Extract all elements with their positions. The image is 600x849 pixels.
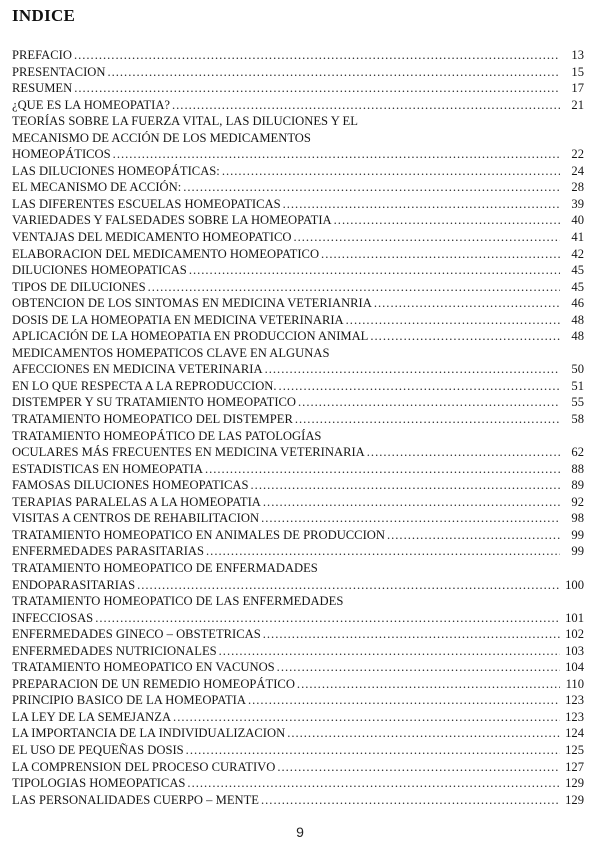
toc-entry-title: TRATAMIENTO HOMEOPATICO DEL DISTEMPER <box>12 412 293 427</box>
dot-leader <box>187 775 560 792</box>
dot-leader <box>298 394 560 411</box>
toc-entry-page-number: 45 <box>571 279 584 294</box>
toc-entry-last-line <box>12 80 584 97</box>
toc-entry <box>12 543 584 560</box>
dot-leader <box>137 577 560 594</box>
toc-entry-page-number: 42 <box>571 246 584 261</box>
toc-entry-page-number: 48 <box>571 329 584 344</box>
toc-entry-last-line <box>12 610 584 627</box>
toc-entry <box>12 527 584 544</box>
toc-entry-page-number: 99 <box>571 527 584 542</box>
toc-entry-last-line <box>12 577 584 594</box>
toc-entry-page-number: 125 <box>565 742 584 757</box>
toc-entry-page-number: 62 <box>571 445 584 460</box>
toc-entry-page-number: 124 <box>565 726 584 741</box>
toc-entry-page-number: 21 <box>571 97 584 112</box>
toc-entry-last-line <box>12 328 584 345</box>
toc-entry-last-line <box>12 759 584 776</box>
dot-leader <box>206 543 560 560</box>
toc-entry-last-line <box>12 494 584 511</box>
dot-leader <box>219 643 560 660</box>
toc-entry-page-number: 89 <box>571 478 584 493</box>
dot-leader <box>346 312 560 329</box>
toc-entry <box>12 179 584 196</box>
dot-leader <box>173 709 560 726</box>
toc-entry <box>12 262 584 279</box>
dot-leader <box>248 692 560 709</box>
toc-entry-last-line <box>12 643 584 660</box>
dot-leader <box>374 295 560 312</box>
toc-entry <box>12 477 584 494</box>
dot-leader <box>295 411 560 428</box>
toc-entry-last-line <box>12 179 584 196</box>
toc-entry <box>12 461 584 478</box>
toc-entry-page-number: 129 <box>565 792 584 807</box>
toc-entry-title: TRATAMIENTO HOMEOPATICO EN VACUNOS <box>12 660 275 675</box>
toc-entry-last-line <box>12 361 584 378</box>
dot-leader <box>287 725 560 742</box>
toc-entry-title: DISTEMPER Y SU TRATAMIENTO HOMEOPATICO <box>12 395 297 410</box>
toc-entry-title: VARIEDADES Y FALSEDADES SOBRE LA HOMEOPATIA <box>12 213 332 228</box>
dot-leader <box>277 759 560 776</box>
toc-entry-title: OBTENCION DE LOS SINTOMAS EN MEDICINA VETERIANRIA <box>12 296 372 311</box>
toc-entry-last-line <box>12 659 584 676</box>
toc-entry-last-line <box>12 279 584 296</box>
toc-entry-title-line: TEORÍAS SOBRE LA FUERZA VITAL, LAS DILUCIONES Y EL <box>12 114 358 129</box>
dot-leader <box>334 212 560 229</box>
toc-entry-page-number: 28 <box>571 180 584 195</box>
dot-leader <box>205 461 560 478</box>
toc-entry <box>12 279 584 296</box>
toc-entry-page-number: 22 <box>571 147 584 162</box>
toc-entry <box>12 229 584 246</box>
toc-entry <box>12 80 584 97</box>
toc-entry-title: EL MECANISMO DE ACCIÓN: <box>12 180 182 195</box>
dot-leader <box>387 527 560 544</box>
dot-leader <box>183 179 560 196</box>
toc-entry-title: PRESENTACION <box>12 64 106 79</box>
toc-entry-page-number: 39 <box>571 196 584 211</box>
toc-entry-title: PREFACIO <box>12 48 72 62</box>
toc-entry-title: FAMOSAS DILUCIONES HOMEOPATICAS <box>12 478 249 493</box>
toc-entry <box>12 378 584 395</box>
dot-leader <box>293 229 560 246</box>
toc-entry-last-line <box>12 212 584 229</box>
toc-entry-title: APLICACIÓN DE LA HOMEOPATIA EN PRODUCCION ANIMAL <box>12 329 369 344</box>
toc-entry-last-line <box>12 477 584 494</box>
toc-entry-title: TRATAMIENTO HOMEOPATICO EN ANIMALES DE PRODUCCION <box>12 527 385 542</box>
toc-entry-title-line: TRATAMIENTO HOMEOPATICO DE LAS ENFERMEDADES <box>12 594 344 609</box>
toc-entry-title: ¿QUE ES LA HOMEOPATIA? <box>12 97 170 112</box>
dot-leader <box>189 262 560 279</box>
toc-entry-title: TERAPIAS PARALELAS A LA HOMEOPATIA <box>12 494 261 509</box>
toc-entry <box>12 792 584 809</box>
toc-entry-page-number: 123 <box>565 709 584 724</box>
toc-entry-title: EN LO QUE RESPECTA A LA REPRODUCCION. <box>12 378 277 393</box>
toc-entry-title: PRINCIPIO BASICO DE LA HOMEOPATIA <box>12 693 246 708</box>
toc-entry-title: DOSIS DE LA HOMEOPATIA EN MEDICINA VETERINARIA <box>12 312 344 327</box>
dot-leader <box>263 494 560 511</box>
toc-entry-page-number: 99 <box>571 544 584 559</box>
toc-entry-last-line <box>12 527 584 544</box>
toc-entry-last-line <box>12 47 584 64</box>
toc-entry-last-line <box>12 742 584 759</box>
toc-entry <box>12 97 584 114</box>
toc-entry-last-line <box>12 196 584 213</box>
toc-entry-page-number: 102 <box>565 627 584 642</box>
toc-entry <box>12 709 584 726</box>
dot-leader <box>172 97 560 114</box>
toc-entry-last-line <box>12 246 584 263</box>
toc-entry-title: LAS DIFERENTES ESCUELAS HOMEOPATICAS <box>12 196 281 211</box>
toc-entry-title: LAS PERSONALIDADES CUERPO – MENTE <box>12 792 259 807</box>
toc-entry-last-line <box>12 676 584 693</box>
toc-entry-page-number: 129 <box>565 776 584 791</box>
toc-entry-page-number: 110 <box>565 676 584 691</box>
toc-entry <box>12 312 584 329</box>
toc-entry-last-line <box>12 461 584 478</box>
toc-entry-last-line <box>12 64 584 81</box>
toc-entry-title: RESUMEN <box>12 81 73 96</box>
dot-leader <box>297 676 560 693</box>
toc-entry-title: EL USO DE PEQUEÑAS DOSIS <box>12 742 184 757</box>
dot-leader <box>113 146 560 163</box>
page-number: 9 <box>296 824 304 840</box>
dot-leader <box>367 444 560 461</box>
toc-entry-last-line <box>12 626 584 643</box>
toc-entry <box>12 394 584 411</box>
dot-leader <box>261 510 560 527</box>
toc-entry-title: HOMEOPÁTICOS <box>12 147 111 162</box>
toc-entry-page-number: 17 <box>571 81 584 96</box>
toc-entry-page-number: 50 <box>571 362 584 377</box>
toc-entry-last-line <box>12 146 584 163</box>
dot-leader <box>279 378 560 395</box>
toc-entry <box>12 246 584 263</box>
toc-entry-last-line <box>12 378 584 395</box>
toc-entry-title: ENFERMEDADES GINECO – OBSTETRICAS <box>12 627 261 642</box>
toc-entry-page-number: 104 <box>565 660 584 675</box>
toc-entry-title: INFECCIOSAS <box>12 610 94 625</box>
toc-entry-title: LA LEY DE LA SEMEJANZA <box>12 709 172 724</box>
toc-entry <box>12 626 584 643</box>
toc-entry-title: LAS DILUCIONES HOMEOPÁTICAS: <box>12 163 220 178</box>
dot-leader <box>261 792 560 809</box>
toc-entry <box>12 759 584 776</box>
toc-entry-last-line <box>12 229 584 246</box>
dot-leader <box>107 64 560 81</box>
toc-entry <box>12 676 584 693</box>
toc-entry <box>12 345 584 378</box>
index-heading: INDICE <box>12 6 76 25</box>
toc-entry <box>12 328 584 345</box>
toc-entry-page-number: 51 <box>571 378 584 393</box>
table-of-contents <box>12 47 584 808</box>
toc-entry-title: ESTADISTICAS EN HOMEOPATIA <box>12 461 203 476</box>
toc-entry-last-line <box>12 262 584 279</box>
toc-entry <box>12 643 584 660</box>
dot-leader <box>222 163 560 180</box>
toc-entry-page-number: 101 <box>565 610 584 625</box>
toc-entry <box>12 163 584 180</box>
toc-entry-last-line <box>12 97 584 114</box>
toc-entry-page-number: 98 <box>571 511 584 526</box>
toc-entry-title-line: MECANISMO DE ACCIÓN DE LOS MEDICAMENTOS <box>12 130 311 145</box>
toc-entry <box>12 560 584 593</box>
dot-leader <box>186 742 560 759</box>
toc-entry-page-number: 88 <box>571 461 584 476</box>
toc-entry-page-number: 41 <box>571 230 584 245</box>
toc-entry-page-number: 55 <box>571 395 584 410</box>
dot-leader <box>265 361 560 378</box>
toc-entry <box>12 47 584 64</box>
toc-entry-last-line <box>12 295 584 312</box>
toc-entry-title: LA IMPORTANCIA DE LA INDIVIDUALIZACION <box>12 726 286 741</box>
toc-entry <box>12 725 584 742</box>
toc-entry-page-number: 15 <box>571 64 584 79</box>
toc-entry <box>12 212 584 229</box>
toc-entry-page-number: 24 <box>571 163 584 178</box>
dot-leader <box>74 80 560 97</box>
toc-entry-page-number: 40 <box>571 213 584 228</box>
dot-leader <box>263 626 560 643</box>
toc-entry-title: VISITAS A CENTROS DE REHABILITACION <box>12 511 260 526</box>
toc-entry-title-line: TRATAMIENTO HOMEOPÁTICO DE LAS PATOLOGÍAS <box>12 428 322 443</box>
toc-entry-last-line <box>12 792 584 809</box>
toc-entry-title-line: MEDICAMENTOS HOMEPATICOS CLAVE EN ALGUNAS <box>12 345 330 360</box>
toc-entry-title: PREPARACION DE UN REMEDIO HOMEOPÁTICO <box>12 676 295 691</box>
dot-leader <box>95 610 560 627</box>
toc-entry-page-number: 58 <box>571 412 584 427</box>
toc-entry-last-line <box>12 692 584 709</box>
toc-entry-page-number: 127 <box>565 759 584 774</box>
toc-entry-last-line <box>12 394 584 411</box>
toc-entry <box>12 494 584 511</box>
toc-entry-title: ENFERMEDADES PARASITARIAS <box>12 544 205 559</box>
toc-entry-title: LA COMPRENSION DEL PROCESO CURATIVO <box>12 759 276 774</box>
toc-entry-title: AFECCIONES EN MEDICINA VETERINARIA <box>12 362 263 377</box>
toc-entry-page-number: 103 <box>565 643 584 658</box>
toc-entry <box>12 692 584 709</box>
toc-entry <box>12 113 584 163</box>
dot-leader <box>148 279 560 296</box>
toc-entry-page-number: 45 <box>571 263 584 278</box>
toc-entry-title: TIPOLOGIAS HOMEOPATICAS <box>12 776 186 791</box>
toc-entry <box>12 196 584 213</box>
dot-leader <box>283 196 560 213</box>
toc-entry <box>12 742 584 759</box>
dot-leader <box>321 246 560 263</box>
toc-entry <box>12 659 584 676</box>
toc-entry-title-line: TRATAMIENTO HOMEOPATICO DE ENFERMADADES <box>12 560 318 575</box>
toc-entry-page-number: 92 <box>571 494 584 509</box>
toc-entry <box>12 428 584 461</box>
toc-entry <box>12 64 584 81</box>
toc-entry-title: ENDOPARASITARIAS <box>12 577 136 592</box>
toc-entry-last-line <box>12 411 584 428</box>
dot-leader <box>74 47 560 64</box>
toc-entry <box>12 411 584 428</box>
toc-entry <box>12 593 584 626</box>
toc-entry <box>12 775 584 792</box>
dot-leader <box>370 328 560 345</box>
toc-entry-page-number: 100 <box>565 577 584 592</box>
toc-entry-page-number: 123 <box>565 693 584 708</box>
toc-entry-last-line <box>12 163 584 180</box>
toc-entry-last-line <box>12 312 584 329</box>
toc-entry-last-line <box>12 775 584 792</box>
toc-entry-last-line <box>12 510 584 527</box>
toc-entry-page-number: 46 <box>571 296 584 311</box>
toc-entry-page-number: 13 <box>571 48 584 62</box>
toc-entry-title: OCULARES MÁS FRECUENTES EN MEDICINA VETERINARIA <box>12 445 365 460</box>
toc-entry-title: DILUCIONES HOMEOPATICAS <box>12 263 187 278</box>
toc-entry-title: ENFERMEDADES NUTRICIONALES <box>12 643 217 658</box>
dot-leader <box>277 659 560 676</box>
toc-entry-title: VENTAJAS DEL MEDICAMENTO HOMEOPATICO <box>12 230 292 245</box>
toc-entry-last-line <box>12 444 584 461</box>
toc-entry-title: TIPOS DE DILUCIONES <box>12 279 146 294</box>
toc-entry-last-line <box>12 709 584 726</box>
toc-entry-last-line <box>12 725 584 742</box>
toc-entry <box>12 510 584 527</box>
toc-entry-title: ELABORACION DEL MEDICAMENTO HOMEOPATICO <box>12 246 320 261</box>
toc-entry-last-line <box>12 543 584 560</box>
dot-leader <box>251 477 560 494</box>
toc-entry-page-number: 48 <box>571 312 584 327</box>
toc-entry <box>12 295 584 312</box>
